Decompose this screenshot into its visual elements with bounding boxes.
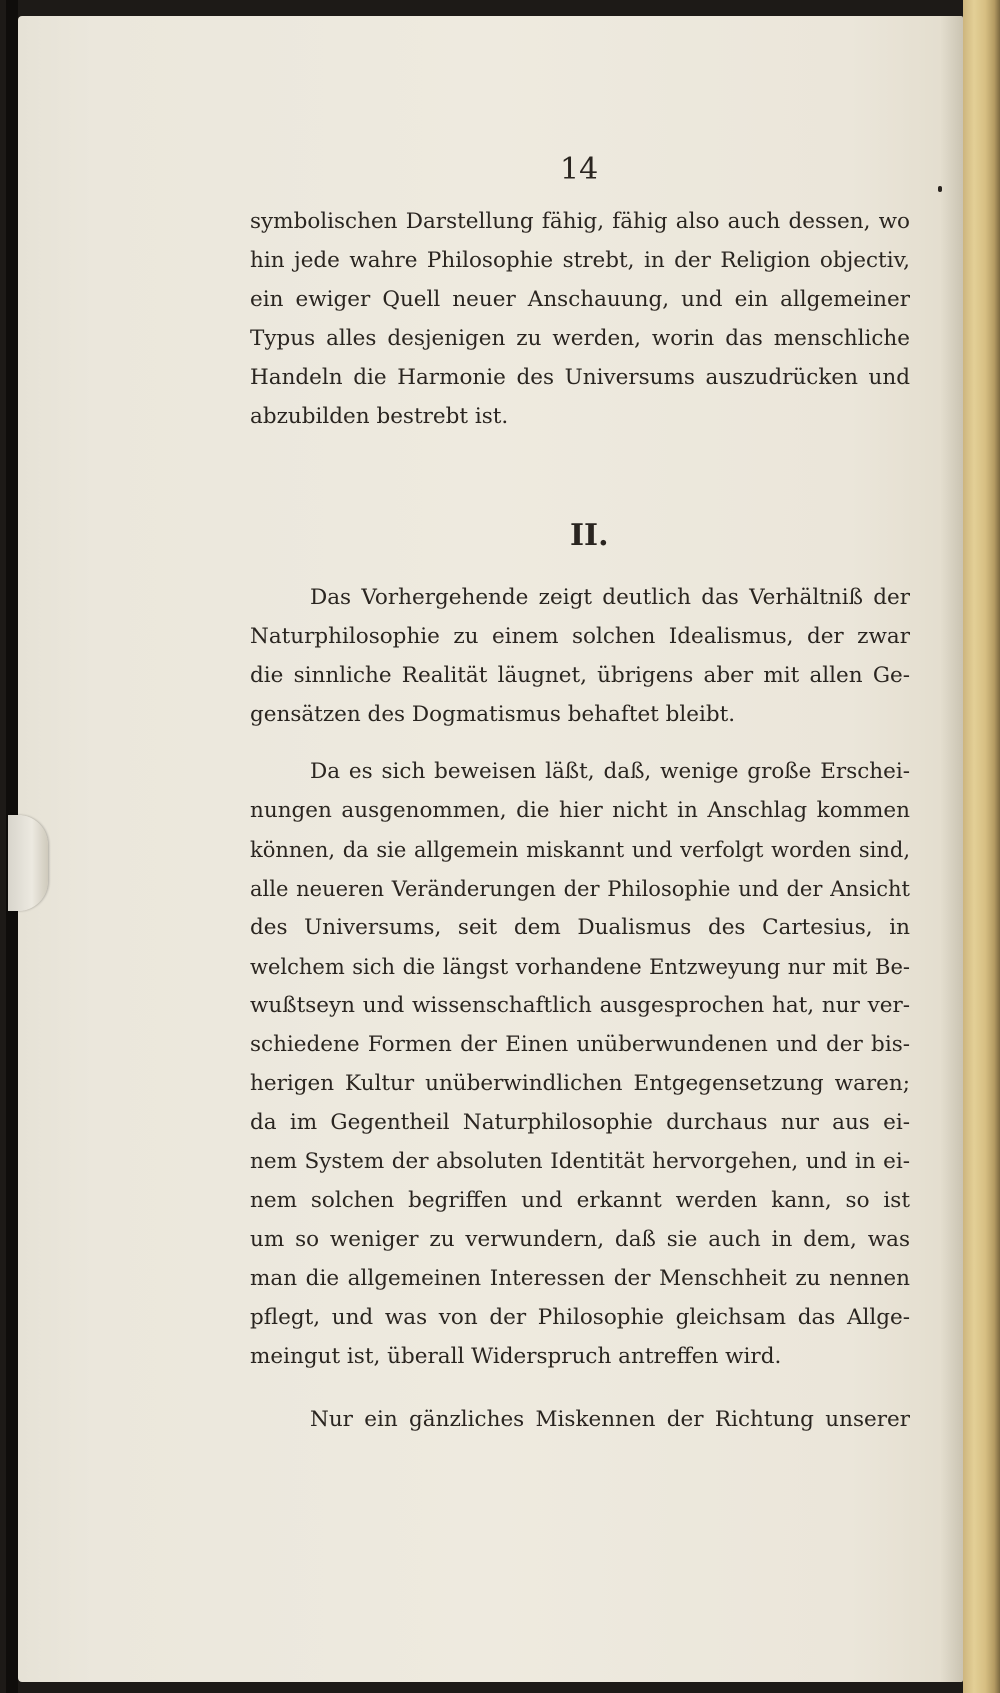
text-line: nungen ausgenommen, die hier nicht in Anschlag kommen <box>250 798 910 823</box>
book-spine-edge <box>963 0 1000 1693</box>
text-line: gensätzen des Dogmatismus behaftet bleibt. <box>250 702 736 727</box>
page-number: 14 <box>560 152 599 187</box>
text-line: Naturphilosophie zu einem solchen Idealismus, der zwar <box>250 624 910 649</box>
text-line: Typus alles desjenigen zu werden, worin das menschliche <box>250 326 910 351</box>
text-line: da im Gegentheil Naturphilosophie durchaus nur aus ei- <box>250 1110 910 1135</box>
text-line: Nur ein gänzliches Miskennen der Richtung unserer <box>310 1407 910 1432</box>
page-clip <box>8 815 48 911</box>
text-line: meingut ist, überall Widerspruch antreffen wird. <box>250 1344 782 1369</box>
text-line: nem solchen begriffen und erkannt werden kann, so ist <box>250 1188 910 1213</box>
text-line: symbolischen Darstellung fähig, fähig also auch dessen, wo <box>250 209 910 234</box>
section-heading: II. <box>570 518 609 553</box>
text-line: hin jede wahre Philosophie strebt, in der Religion objectiv, <box>250 248 910 273</box>
text-line: können, da sie allgemein miskannt und verfolgt worden sind, <box>250 838 910 862</box>
text-line: ein ewiger Quell neuer Anschauung, und ein allgemeiner <box>250 287 910 312</box>
margin-mark <box>938 186 942 192</box>
text-line: um so weniger zu verwundern, daß sie auch in dem, was <box>250 1227 910 1252</box>
text-line: Handeln die Harmonie des Universums auszudrücken und <box>250 365 910 390</box>
gutter-shadow <box>940 16 964 1682</box>
text-line: abzubilden bestrebt ist. <box>250 404 509 429</box>
text-line: nem System der absoluten Identität hervorgehen, und in ei- <box>250 1149 910 1174</box>
text-line: schiedene Formen der Einen unüberwundenen und der bis- <box>250 1032 910 1057</box>
text-line: wußtseyn und wissenschaftlich ausgesprochen hat, nur ver- <box>250 993 910 1018</box>
text-line: Das Vorhergehende zeigt deutlich das Verhältniß der <box>310 585 910 610</box>
text-line: herigen Kultur unüberwindlichen Entgegensetzung waren; <box>250 1071 910 1096</box>
text-line: Da es sich beweisen läßt, daß, wenige große Erschei- <box>310 759 910 784</box>
text-line: pflegt, und was von der Philosophie gleichsam das Allge- <box>250 1305 910 1330</box>
text-line: welchem sich die längst vorhandene Entzweyung nur mit Be- <box>250 955 910 979</box>
text-line: die sinnliche Realität läugnet, übrigens aber mit allen Ge- <box>250 663 910 688</box>
text-line: man die allgemeinen Interessen der Menschheit zu nennen <box>250 1266 910 1291</box>
text-line: alle neueren Veränderungen der Philosophie und der Ansicht <box>250 877 910 901</box>
text-line: des Universums, seit dem Dualismus des Cartesius, in <box>250 915 910 940</box>
